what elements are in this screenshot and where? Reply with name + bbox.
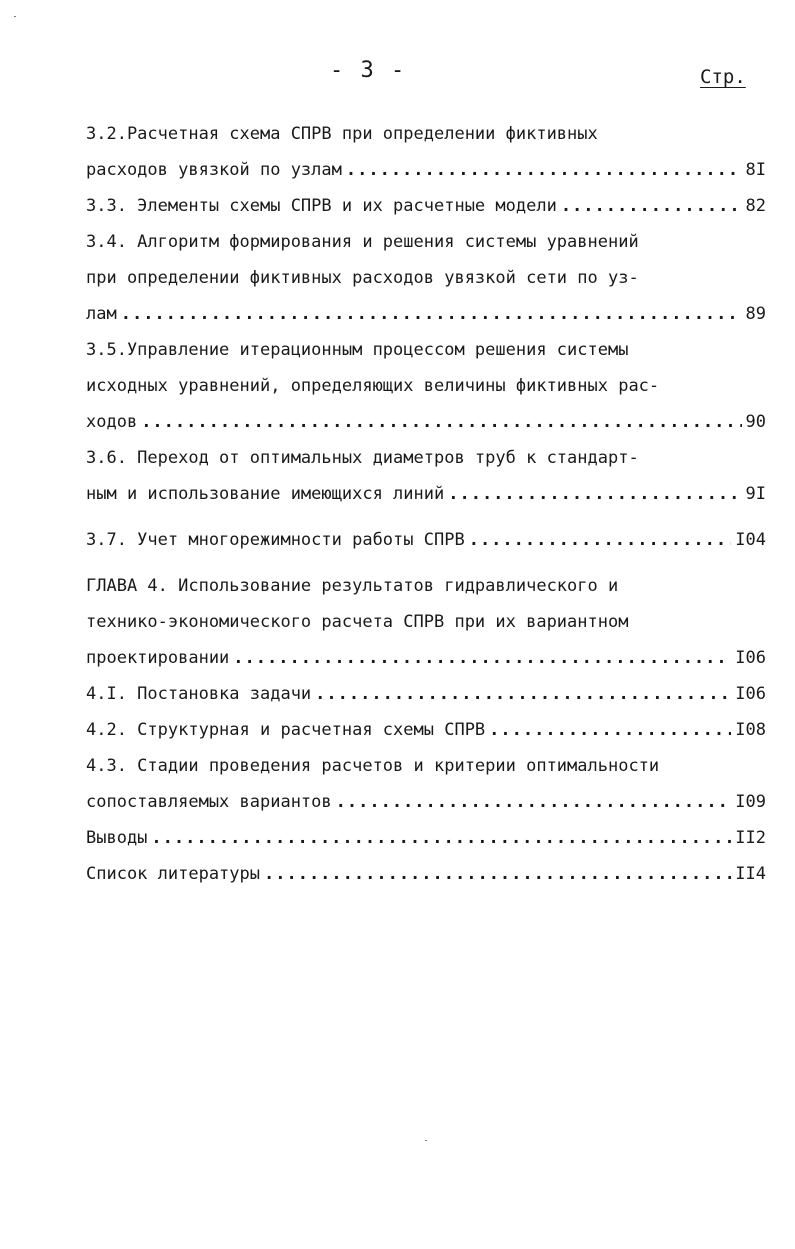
toc-page-number: I04 bbox=[735, 530, 766, 550]
toc-entry-last-line bbox=[86, 404, 766, 440]
toc-entry bbox=[86, 332, 766, 440]
toc-entry bbox=[86, 440, 766, 512]
leader-dots bbox=[315, 676, 731, 712]
page-column-label: Стр. bbox=[700, 66, 746, 88]
leader-dots bbox=[233, 640, 731, 676]
toc-entry-last-line bbox=[86, 296, 766, 332]
toc-entry-title: 3.7. Учет многорежимности работы СПРВ bbox=[86, 530, 465, 550]
toc-entry bbox=[86, 856, 766, 892]
toc-entry-last-line bbox=[86, 856, 766, 892]
table-of-contents bbox=[86, 116, 766, 892]
leader-dots bbox=[121, 296, 742, 332]
toc-entry-title: Выводы bbox=[86, 828, 148, 848]
toc-page-number: I09 bbox=[735, 792, 766, 812]
toc-entry-title: ным и использование имеющихся линий bbox=[86, 484, 445, 504]
toc-page-number: 82 bbox=[745, 196, 766, 216]
leader-dots bbox=[561, 188, 742, 224]
scan-speck bbox=[14, 16, 16, 17]
toc-entry-line: 3.2.Расчетная схема СПРВ при определении фиктивных bbox=[86, 124, 598, 144]
toc-entry-last-line bbox=[86, 676, 766, 712]
toc-page-number: II2 bbox=[735, 828, 766, 848]
toc-entry-title: 3.3. Элементы схемы СПРВ и их расчетные модели bbox=[86, 196, 557, 216]
toc-entry bbox=[86, 558, 766, 676]
toc-page-number: II4 bbox=[735, 864, 766, 884]
toc-entry-last-line bbox=[86, 188, 766, 224]
toc-entry bbox=[86, 116, 766, 188]
toc-entry-title: 4.2. Структурная и расчетная схемы СПРВ bbox=[86, 720, 486, 740]
scan-speck bbox=[425, 1140, 427, 1141]
leader-dots bbox=[448, 476, 741, 512]
toc-entry-title: лам bbox=[86, 304, 117, 324]
toc-entry bbox=[86, 748, 766, 820]
toc-entry-last-line bbox=[86, 712, 766, 748]
toc-page-number: I06 bbox=[735, 684, 766, 704]
leader-dots bbox=[151, 820, 731, 856]
leader-dots bbox=[469, 522, 732, 558]
toc-page-number: 89 bbox=[745, 304, 766, 324]
toc-entry-line: ГЛАВА 4. Использование результатов гидравлического и bbox=[86, 576, 619, 596]
toc-entry-title: расходов увязкой по узлам bbox=[86, 160, 342, 180]
toc-page-number: I06 bbox=[735, 648, 766, 668]
toc-entry-title: проектировании bbox=[86, 648, 230, 668]
toc-entry-title: Список литературы bbox=[86, 864, 260, 884]
toc-entry-line: 3.4. Алгоритм формирования и решения системы уравнений bbox=[86, 232, 639, 252]
toc-entry-line: исходных уравнений, определяющих величины фиктивных рас- bbox=[86, 376, 660, 396]
toc-page-number: 9I bbox=[745, 484, 766, 504]
toc-entry bbox=[86, 676, 766, 712]
toc-entry-last-line bbox=[86, 640, 766, 676]
toc-entry-last-line bbox=[86, 820, 766, 856]
toc-page-number: 90 bbox=[745, 412, 766, 432]
leader-dots bbox=[346, 152, 742, 188]
toc-entry-line: 4.3. Стадии проведения расчетов и критерии оптимальности bbox=[86, 756, 660, 776]
leader-dots bbox=[141, 404, 741, 440]
toc-entry-title: сопоставляемых вариантов bbox=[86, 792, 332, 812]
toc-entry-line: при определении фиктивных расходов увязкой сети по уз- bbox=[86, 268, 639, 288]
toc-entry bbox=[86, 224, 766, 332]
toc-entry bbox=[86, 188, 766, 224]
toc-page-number: I08 bbox=[735, 720, 766, 740]
toc-entry-last-line bbox=[86, 784, 766, 820]
toc-entry-last-line bbox=[86, 476, 766, 512]
toc-entry bbox=[86, 820, 766, 856]
toc-entry-line: технико-экономического расчета СПРВ при их вариантном bbox=[86, 612, 629, 632]
toc-entry-last-line bbox=[86, 152, 766, 188]
toc-entry bbox=[86, 512, 766, 558]
page-number: - 3 - bbox=[330, 58, 407, 83]
toc-entry bbox=[86, 712, 766, 748]
toc-entry-line: 3.6. Переход от оптимальных диаметров труб к стандарт- bbox=[86, 448, 639, 468]
leader-dots bbox=[336, 784, 732, 820]
toc-page-number: 8I bbox=[745, 160, 766, 180]
toc-entry-title: ходов bbox=[86, 412, 138, 432]
leader-dots bbox=[264, 856, 731, 892]
toc-entry-line: 3.5.Управление итерационным процессом решения системы bbox=[86, 340, 629, 360]
toc-entry-title: 4.I. Постановка задачи bbox=[86, 684, 312, 704]
toc-entry-last-line bbox=[86, 522, 766, 558]
leader-dots bbox=[489, 712, 731, 748]
